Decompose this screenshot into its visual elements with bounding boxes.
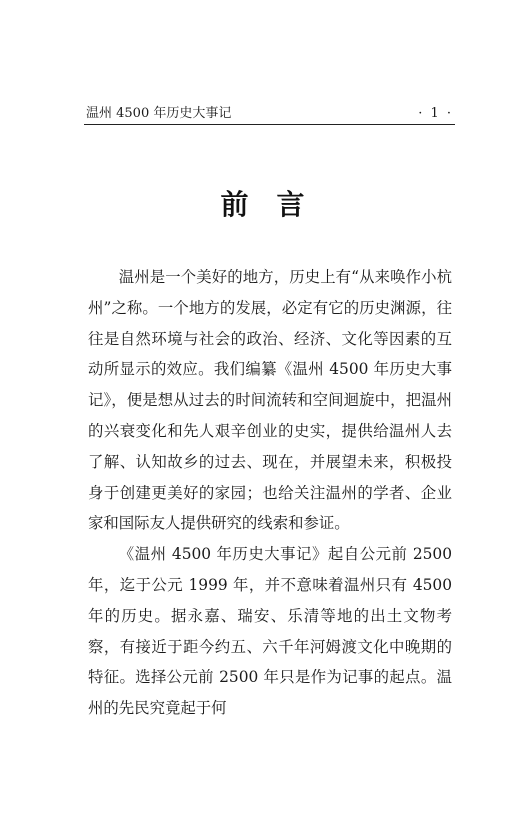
book-title: 温州 4500 年历史大事记 <box>86 106 232 121</box>
page-number: · 1 · <box>418 106 453 121</box>
paragraph-2: 《温州 4500 年历史大事记》起自公元前 2500 年，迄于公元 1999 年，并不意味着温州只有 4500 年的历史。据永嘉、瑞安、乐清等地的出土文物考察，有接近于距今约五、六千年河姆渡文化中晚期的特征。选择公元前 2500 年只是作为记事的起点。温州的先民究竟起于何 <box>88 545 452 718</box>
running-header <box>86 99 453 121</box>
paragraph-1: 温州是一个美好的地方，历史上有“从来唤作小杭州”之称。一个地方的发展，必定有它的历史渊源，往往是自然环境与社会的政治、经济、文化等因素的互动所显示的效应。我们编纂《温州 4500 年历史大事记》，便是想从过去的时间流转和空间迴旋中，把温州的兴衰变化和先人艰辛创业的史实，提供给温州人去了解、认知故乡的过去、现在，并展望未来，积极投身于创建更美好的家园；也给关注温州的学者、企业家和国际友人提供研究的线索和参证。 <box>88 268 452 533</box>
chapter-title: 前言 <box>220 188 333 221</box>
body-text <box>88 262 452 724</box>
header-rule <box>84 124 455 125</box>
